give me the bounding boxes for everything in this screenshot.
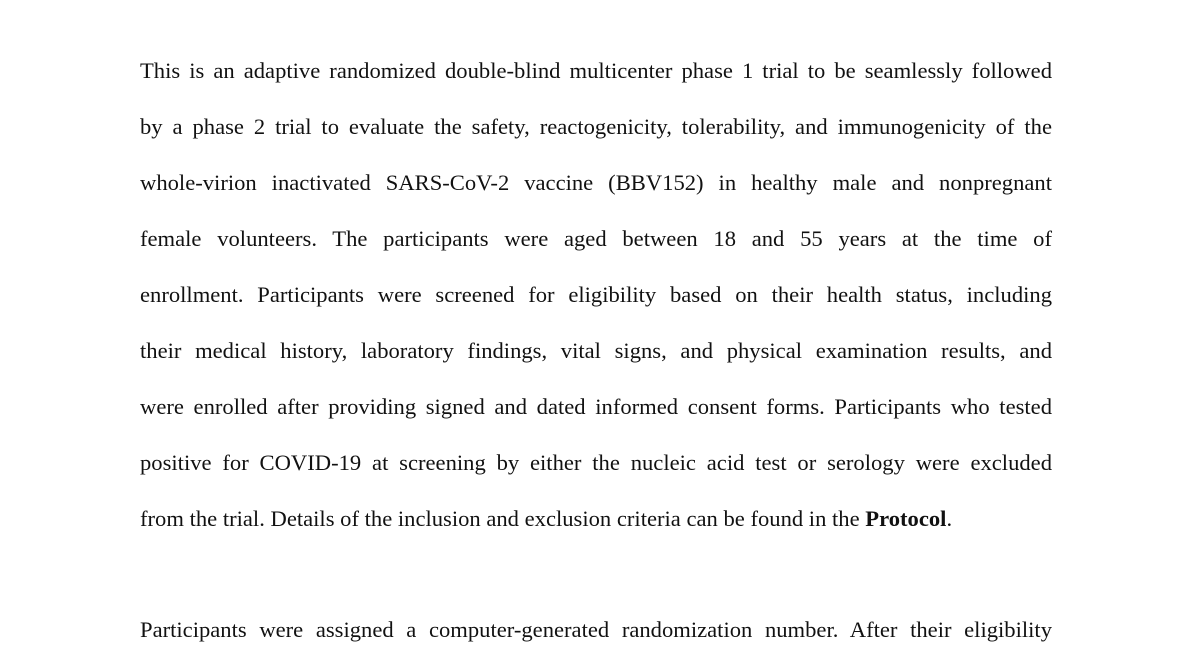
- protocol-reference: Protocol: [865, 506, 947, 531]
- paragraph-line: positive for COVID-19 at screening by either the nucleic acid test or serology were excluded: [140, 450, 1052, 475]
- paragraph-last-line: [140, 504, 1052, 534]
- paragraph-line: enrollment. Participants were screened for eligibility based on their health status, including: [140, 282, 1052, 307]
- paragraph-line: Participants were assigned a computer-generated randomization number. After their eligibility: [140, 617, 1052, 642]
- last-line-text: from the trial. Details of the inclusion and exclusion criteria can be found in the: [140, 506, 866, 531]
- paragraph-line: by a phase 2 trial to evaluate the safety, reactogenicity, tolerability, and immunogenicity of the: [140, 114, 1052, 139]
- paragraph-line: This is an adaptive randomized double-blind multicenter phase 1 trial to be seamlessly followed: [140, 58, 1052, 83]
- paragraph-line: their medical history, laboratory findings, vital signs, and physical examination results, and: [140, 338, 1052, 363]
- paragraph-line: were enrolled after providing signed and dated informed consent forms. Participants who tested: [140, 394, 1052, 419]
- last-line-period: .: [946, 506, 953, 531]
- paragraph-line: female volunteers. The participants were aged between 18 and 55 years at the time of: [140, 226, 1052, 251]
- paragraph-line: whole-virion inactivated SARS-CoV-2 vaccine (BBV152) in healthy male and nonpregnant: [140, 170, 1052, 195]
